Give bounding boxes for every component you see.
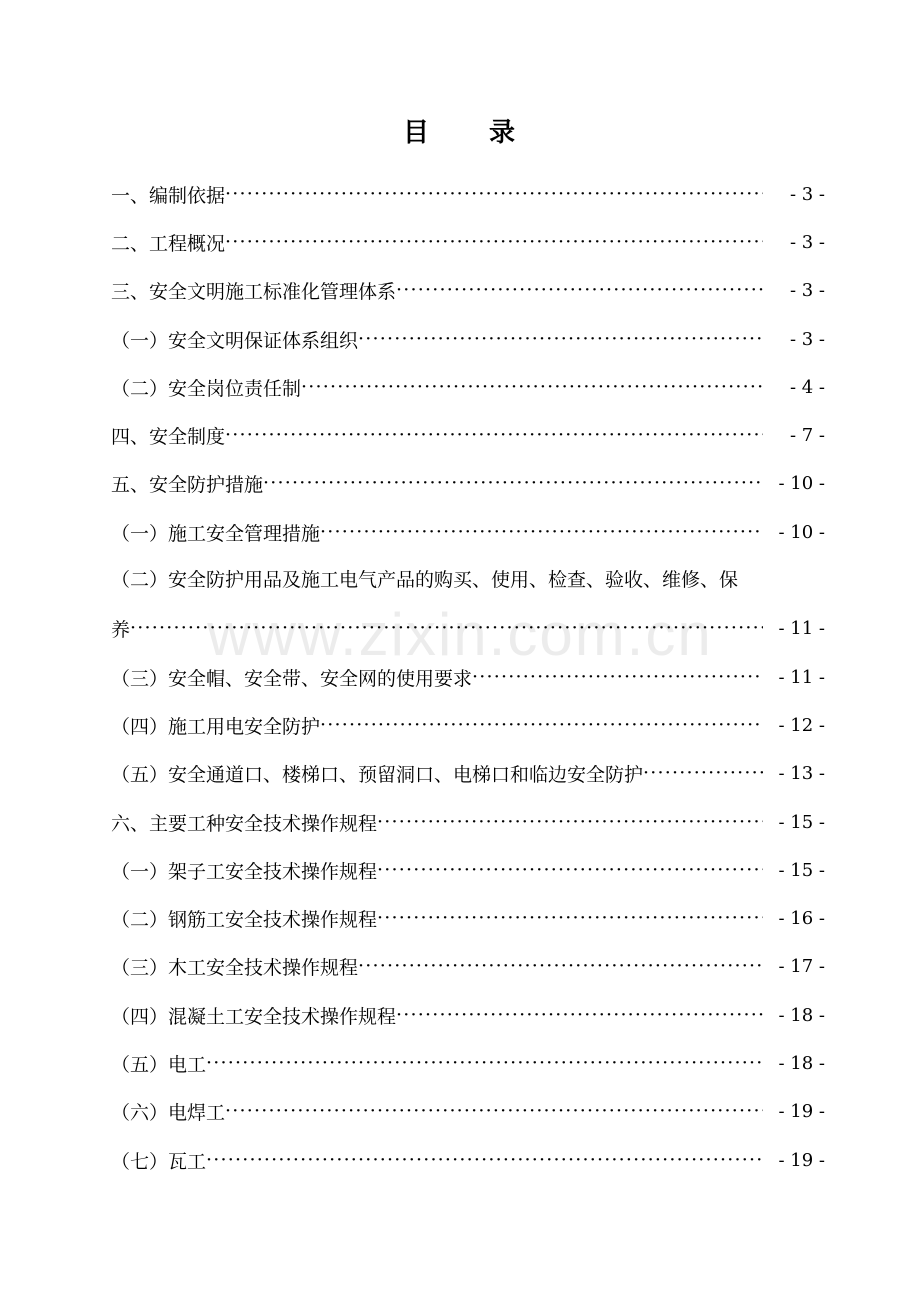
toc-leader-dots — [396, 1006, 763, 1025]
toc-entry-label: （五）电工 — [111, 1053, 207, 1076]
toc-entry-label: （五）安全通道口、楼梯口、预留洞口、电梯口和临边安全防护 — [111, 764, 644, 787]
toc-entry-label: 一、编制依据 — [111, 184, 226, 207]
toc-entry-label: （一）施工安全管理措施 — [111, 522, 321, 545]
toc-entry[interactable] — [111, 508, 825, 556]
toc-leader-dots — [206, 1151, 763, 1170]
toc-leader-dots — [225, 233, 763, 252]
toc-entry[interactable] — [111, 411, 825, 459]
toc-entry-page: - 4 - — [789, 376, 825, 398]
toc-entry[interactable] — [111, 991, 825, 1039]
toc-entry-label: （七）瓦工 — [111, 1150, 207, 1173]
toc-leader-dots — [206, 1054, 763, 1073]
toc-entry-label: 六、主要工种安全技术操作规程 — [111, 812, 378, 835]
toc-title-left: 目 — [402, 118, 431, 148]
toc-entry-label: （四）施工用电安全防护 — [111, 715, 321, 738]
toc-entry-page: - 15 - — [778, 859, 825, 881]
toc-leader-dots — [320, 716, 763, 735]
toc-entry[interactable] — [111, 315, 825, 363]
toc-entry[interactable] — [111, 1039, 825, 1087]
toc-entry[interactable] — [111, 1136, 825, 1184]
toc-entry-page: - 19 - — [778, 1149, 825, 1171]
toc-entry-page: - 16 - — [778, 908, 825, 930]
toc-leader-dots — [225, 185, 763, 204]
toc-entry[interactable] — [111, 170, 825, 218]
toc-entry[interactable] — [111, 798, 825, 846]
toc-entry-page: - 10 - — [778, 473, 825, 495]
toc-entry[interactable] — [111, 943, 825, 991]
toc-entry[interactable] — [111, 460, 825, 508]
toc-leader-dots — [377, 909, 763, 928]
toc-leader-dots — [263, 474, 763, 493]
toc-leader-dots — [320, 523, 763, 542]
toc-entry-label: （二）安全岗位责任制 — [111, 377, 302, 400]
toc-entry-label: （三）木工安全技术操作规程 — [111, 957, 359, 980]
toc-entry[interactable] — [111, 267, 825, 315]
toc-entry-page: - 12 - — [778, 714, 825, 736]
toc-entry-label: （二）钢筋工安全技术操作规程 — [111, 909, 378, 932]
toc-leader-dots — [225, 1102, 763, 1121]
toc-leader-dots — [130, 619, 763, 638]
toc-entry-label: 四、安全制度 — [111, 426, 226, 449]
toc-leader-dots — [472, 668, 763, 687]
toc-entry-page: - 15 - — [778, 811, 825, 833]
toc-entry-page: - 3 - — [789, 231, 825, 253]
toc-entry-label: 三、安全文明施工标准化管理体系 — [111, 281, 397, 304]
toc-entry-label: （三）安全帽、安全带、安全网的使用要求 — [111, 667, 473, 690]
toc-leader-dots — [377, 813, 763, 832]
toc-entry-page: - 11 - — [778, 666, 825, 688]
toc-entry[interactable] — [111, 894, 825, 942]
toc-leader-dots — [301, 378, 763, 397]
toc-entry-label: （一）安全文明保证体系组织 — [111, 329, 359, 352]
toc-entry[interactable] — [111, 1088, 825, 1136]
toc-entry-page: - 17 - — [778, 956, 825, 978]
toc-entry-page: - 18 - — [778, 1052, 825, 1074]
toc-title-right: 录 — [489, 118, 518, 148]
toc-entry-page: - 19 - — [778, 1101, 825, 1123]
toc-entry[interactable] — [111, 653, 825, 701]
toc-entry-continuation[interactable] — [111, 605, 825, 653]
toc-entry-label: （六）电焊工 — [111, 1102, 226, 1125]
toc-entry-page: - 13 - — [778, 763, 825, 785]
toc-entry[interactable] — [111, 846, 825, 894]
toc-leader-dots — [643, 764, 763, 783]
toc-entry-page: - 11 - — [778, 618, 825, 640]
toc-entry-label: （二）安全防护用品及施工电气产品的购买、使用、检查、验收、维修、保 — [111, 569, 739, 592]
toc-leader-dots — [225, 426, 763, 445]
toc-entry[interactable] — [111, 750, 825, 798]
toc-entry-page: - 18 - — [778, 1004, 825, 1026]
toc-entry[interactable] — [111, 701, 825, 749]
toc-list — [111, 170, 825, 1184]
toc-leader-dots — [377, 861, 763, 880]
toc-entry-label: 五、安全防护措施 — [111, 474, 264, 497]
watermark: www.zixin.com.cn — [207, 601, 713, 668]
toc-entry[interactable] — [111, 218, 825, 266]
toc-leader-dots — [358, 330, 763, 349]
toc-leader-dots — [358, 957, 763, 976]
toc-entry-label: 二、工程概况 — [111, 232, 226, 255]
toc-entry-page: - 3 - — [789, 328, 825, 350]
toc-entry[interactable] — [111, 363, 825, 411]
toc-title — [0, 112, 920, 149]
toc-entry-label: （一）架子工安全技术操作规程 — [111, 860, 378, 883]
toc-entry-wrapped-line[interactable] — [111, 556, 825, 604]
toc-entry-page: - 3 - — [789, 183, 825, 205]
toc-entry-page: - 10 - — [778, 521, 825, 543]
toc-leader-dots — [396, 281, 763, 300]
toc-entry-label: （四）混凝土工安全技术操作规程 — [111, 1005, 397, 1028]
toc-entry-page: - 3 - — [789, 280, 825, 302]
toc-entry-page: - 7 - — [789, 425, 825, 447]
toc-entry-label: 养 — [111, 619, 131, 642]
